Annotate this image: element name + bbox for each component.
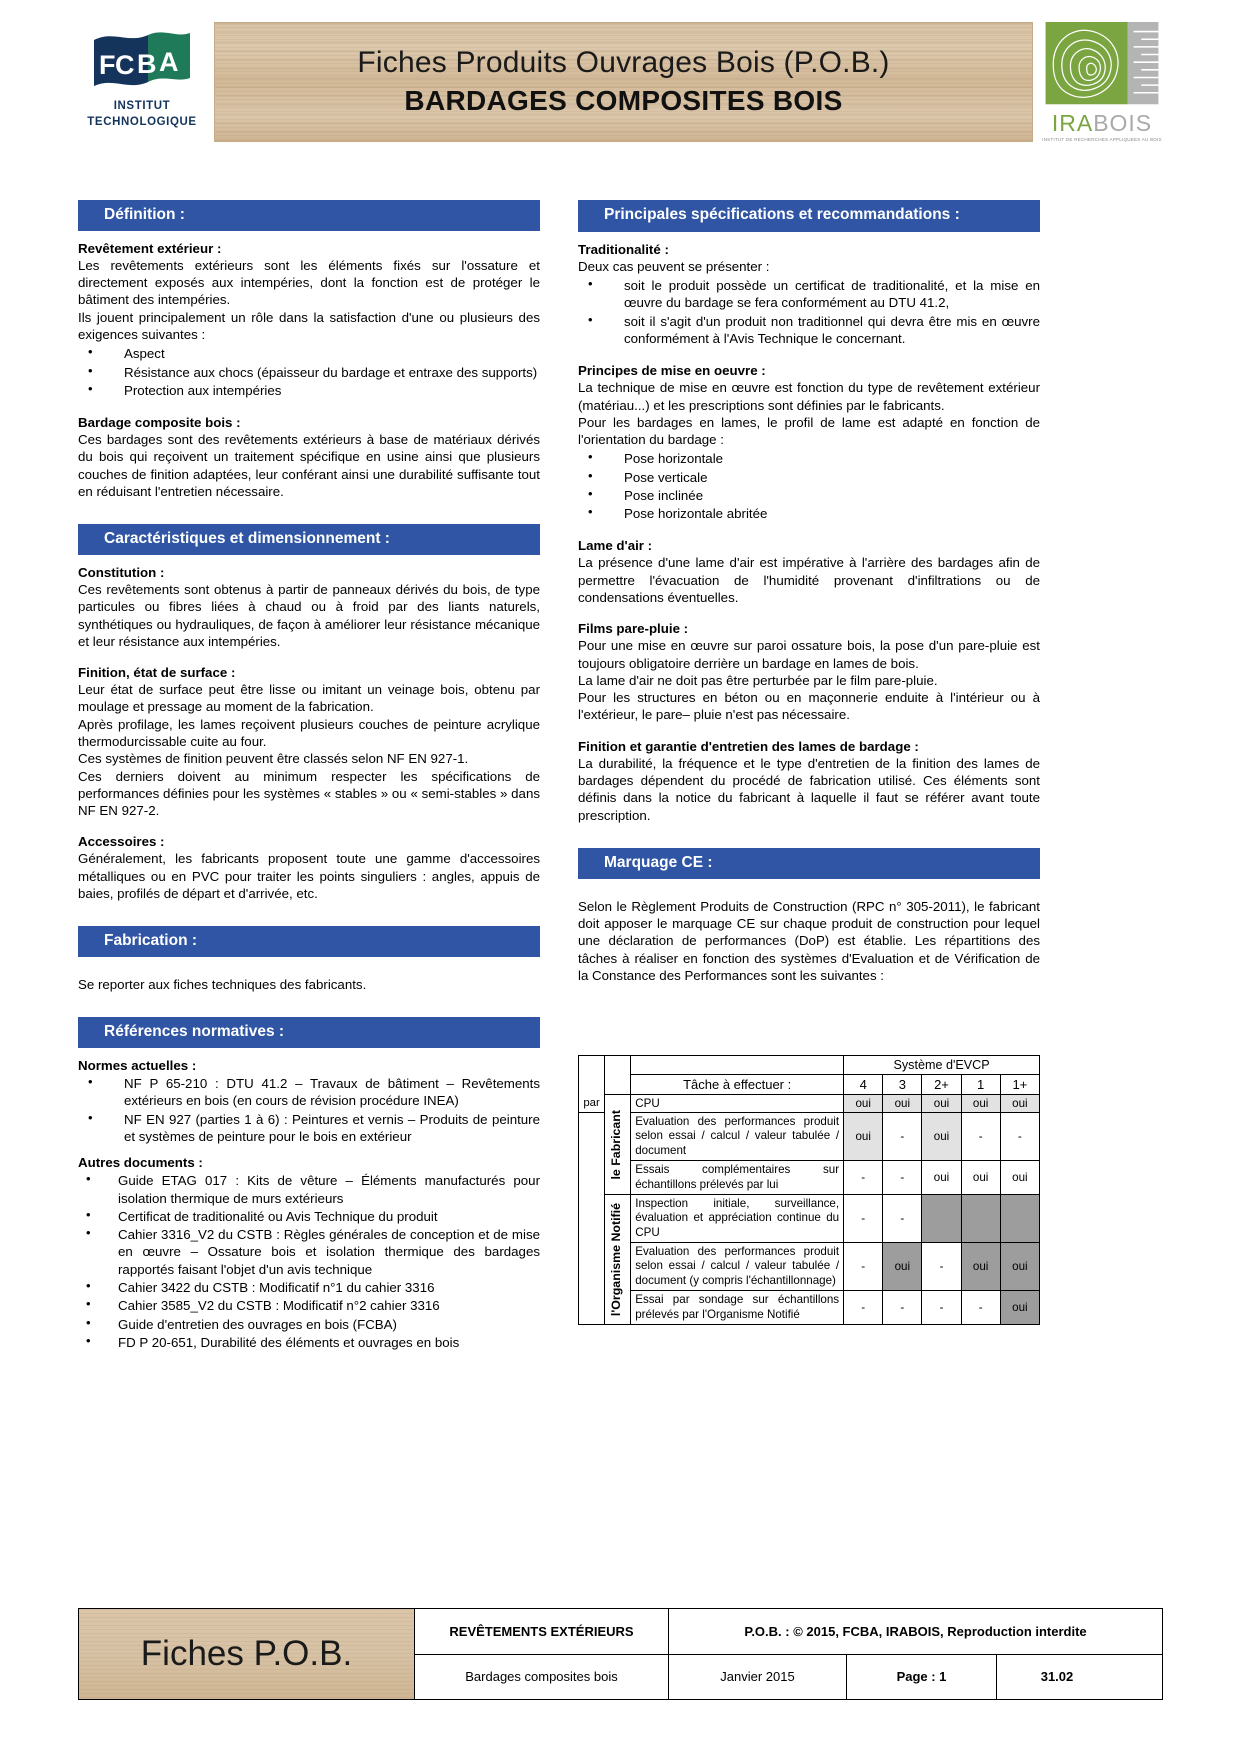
- table-row: [579, 1113, 1040, 1161]
- value-cell: oui: [1000, 1291, 1039, 1325]
- corner-cell-blank-3: [631, 1056, 844, 1075]
- value-cell: -: [883, 1161, 922, 1195]
- spacer: [78, 400, 540, 415]
- right-column: [578, 200, 1040, 984]
- paragraph-finition-4: Ces derniers doivent au minimum respecter les spécifications de performances définies pour les systèmes « stables » ou « semi-stables » dans NF EN 927-2.: [78, 768, 540, 819]
- group-label-fabricant: le Fabricant: [609, 1109, 624, 1180]
- list-item: • Pose horizontale: [578, 450, 1040, 467]
- header-tache-a-effectuer: Tâche à effectuer :: [631, 1075, 844, 1095]
- subheading-finition: Finition, état de surface :: [78, 665, 236, 681]
- paragraph-lame-air: La présence d'une lame d'air est impérative à l'arrière des bardages afin de permettre l'évacuation de l'humidité provenant d'infiltrations ou de condensations éventuelles.: [578, 555, 1040, 606]
- task-cell: Evaluation des performances produit selon essai / calcul / valeur tabulée / document: [631, 1113, 844, 1161]
- spacer: [78, 1146, 540, 1155]
- irabois-logo: [1041, 22, 1163, 142]
- value-cell: -: [883, 1291, 922, 1325]
- section-heading-caracteristiques: Caractéristiques et dimensionnement :: [78, 524, 540, 555]
- value-cell: -: [844, 1194, 883, 1242]
- list-traditionalite: [578, 277, 1040, 347]
- table-row: [579, 1243, 1040, 1291]
- paragraph-finition-3: Ces systèmes de finition peuvent être classés selon NF EN 927-1.: [78, 751, 469, 767]
- paragraph-traditionalite: Deux cas peuvent se présenter :: [578, 258, 770, 274]
- paragraph-fabrication: Se reporter aux fiches techniques des fabricants.: [78, 977, 367, 993]
- value-cell: -: [844, 1243, 883, 1291]
- list-item: • Guide d'entretien des ouvrages en bois (FCBA): [78, 1316, 540, 1333]
- footer-brand-cell: [79, 1609, 415, 1699]
- header-col-4: 4: [844, 1075, 883, 1095]
- value-cell: oui: [961, 1243, 1000, 1291]
- document-title-sub: BARDAGES COMPOSITES BOIS: [404, 84, 843, 116]
- spacer: [78, 902, 540, 926]
- fcba-label-line2: TECHNOLOGIQUE: [87, 115, 197, 128]
- subheading-films-pare-pluie: Films pare-pluie :: [578, 621, 689, 637]
- page-footer: [78, 1608, 1163, 1700]
- task-cell: CPU: [631, 1095, 844, 1113]
- value-cell: -: [883, 1113, 922, 1161]
- evcp-table: [578, 1055, 1040, 1325]
- footer-date: Janvier 2015: [669, 1655, 847, 1700]
- paragraph-films-2: La lame d'air ne doit pas être perturbée par le film pare-pluie.: [578, 672, 938, 688]
- value-cell: oui: [844, 1113, 883, 1161]
- value-cell: -: [1000, 1113, 1039, 1161]
- spacer: [578, 889, 1040, 898]
- spacer: [78, 650, 540, 665]
- value-cell: oui: [844, 1095, 883, 1113]
- footer-row-top: [415, 1609, 1162, 1655]
- value-cell: -: [844, 1291, 883, 1325]
- table-row: [579, 1194, 1040, 1242]
- spacer: [578, 724, 1040, 739]
- subheading-traditionalite: Traditionalité :: [578, 241, 669, 257]
- footer-page-number: Page : 1: [847, 1655, 997, 1700]
- footer-category: REVÊTEMENTS EXTÉRIEURS: [415, 1609, 669, 1654]
- section-heading-specifications: Principales spécifications et recommandations :: [578, 200, 1040, 232]
- evcp-table-container: [578, 1055, 1040, 1325]
- header-col-2p: 2+: [922, 1075, 961, 1095]
- value-cell: [961, 1194, 1000, 1242]
- irabois-word-bois: BOIS: [1093, 110, 1153, 136]
- list-item: • Aspect: [78, 345, 540, 362]
- list-item: • FD P 20-651, Durabilité des éléments et ouvrages en bois: [78, 1334, 540, 1351]
- value-cell: oui: [922, 1113, 961, 1161]
- footer-row-bottom: [415, 1655, 1162, 1700]
- list-item: • Guide ETAG 017 : Kits de vêture – Éléments manufacturés pour isolation thermique de murs extérieurs: [78, 1172, 540, 1207]
- header-col-1: 1: [961, 1075, 1000, 1095]
- list-item: • Pose inclinée: [578, 487, 1040, 504]
- page-header: [78, 22, 1163, 142]
- paragraph-marquage-ce: Selon le Règlement Produits de Construction (RPC n° 305-2011), le fabricant doit apposer le marquage CE sur chaque produit de construction pour lequel une déclaration de performances (DoP) est établie. Les répartitions des tâches à réaliser en fonction des systèmes d'Evaluation et de Vérification de la Constance des Performances sont les suivantes :: [578, 898, 1040, 983]
- section-heading-fabrication: Fabrication :: [78, 926, 540, 957]
- group-label-fabricant-cell: [605, 1095, 631, 1195]
- table-row-header-system: [579, 1056, 1040, 1075]
- corner-cell-blank-1: [579, 1056, 605, 1095]
- fcba-label-line1: INSTITUT: [113, 100, 171, 112]
- group-label-organisme-notifie: l'Organisme Notifié: [609, 1202, 624, 1316]
- footer-product: Bardages composites bois: [415, 1655, 669, 1700]
- list-item: • NF EN 927 (parties 1 à 6) : Peintures et vernis – Produits de peinture et systèmes de peinture pour le bois en extérieur: [78, 1111, 540, 1146]
- spacer: [78, 967, 540, 976]
- task-cell: Evaluation des performances produit selon essai / calcul / valeur tabulée / document (y compris l'échantillonnage): [631, 1243, 844, 1291]
- section-heading-marquage-ce: Marquage CE :: [578, 848, 1040, 879]
- value-cell: oui: [922, 1161, 961, 1195]
- irabois-wordmark: [1052, 112, 1152, 135]
- group-label-organisme-cell: [605, 1194, 631, 1324]
- value-cell: [1000, 1194, 1039, 1242]
- list-poses: [578, 450, 1040, 522]
- value-cell: -: [883, 1194, 922, 1242]
- svg-text:C: C: [115, 50, 135, 80]
- value-cell: -: [922, 1243, 961, 1291]
- list-autres-documents: [78, 1172, 540, 1351]
- spacer: [78, 993, 540, 1017]
- list-item: • soit le produit possède un certificat de traditionalité, et la mise en œuvre du bardage se fera conformément au DTU 41.2,: [578, 277, 1040, 312]
- value-cell: oui: [922, 1095, 961, 1113]
- paragraph-revetement-1: Les revêtements extérieurs sont les éléments fixés sur l'ossature et directement exposés aux intempéries, dont la fonction est de protéger le bâtiment des intempéries.: [78, 257, 540, 308]
- section-heading-definition: Définition :: [78, 200, 540, 231]
- subheading-bardage-composite: Bardage composite bois :: [78, 415, 241, 431]
- value-cell: [922, 1194, 961, 1242]
- spacer: [578, 606, 1040, 621]
- subheading-normes-actuelles: Normes actuelles :: [78, 1058, 197, 1074]
- footer-reference: 31.02: [1040, 1669, 1074, 1685]
- corner-cell-blank-2: [605, 1056, 631, 1095]
- irabois-contour-icon: [1043, 22, 1161, 110]
- list-normes-actuelles: [78, 1075, 540, 1145]
- subheading-revetement: Revêtement extérieur :: [78, 240, 222, 256]
- list-item: • Cahier 3422 du CSTB : Modificatif n°1 du cahier 3316: [78, 1279, 540, 1296]
- list-item: • Pose verticale: [578, 469, 1040, 486]
- value-cell: oui: [961, 1161, 1000, 1195]
- spacer: [578, 348, 1040, 363]
- header-systeme-evcp: Système d'EVCP: [844, 1056, 1040, 1075]
- table-row: [579, 1291, 1040, 1325]
- par-spacer-cell: [579, 1113, 605, 1325]
- value-cell: -: [961, 1113, 1000, 1161]
- list-item: • Certificat de traditionalité ou Avis Technique du produit: [78, 1208, 540, 1225]
- value-cell: oui: [883, 1243, 922, 1291]
- fcba-flag-icon: [88, 30, 196, 92]
- paragraph-films-3: Pour les structures en béton ou en maçonnerie enduite à l'intérieur ou à l'extérieur, le pare– pluie n'est pas nécessaire.: [578, 690, 1040, 723]
- table-row-header-columns: [579, 1075, 1040, 1095]
- svg-text:F: F: [99, 50, 116, 80]
- value-cell: oui: [961, 1095, 1000, 1113]
- spacer: [78, 500, 540, 524]
- spacer: [78, 819, 540, 834]
- paragraph-principes-1: La technique de mise en œuvre est fonction du type de revêtement extérieur (matériau...) et les prescriptions sont définies par le fabricants.: [578, 380, 1040, 413]
- value-cell: oui: [1000, 1243, 1039, 1291]
- value-cell: oui: [883, 1095, 922, 1113]
- value-cell: -: [922, 1291, 961, 1325]
- value-cell: oui: [1000, 1161, 1039, 1195]
- list-item: • soit il s'agit d'un produit non traditionnel qui devra être mis en œuvre conformément à l'Avis Technique le concernant.: [578, 313, 1040, 348]
- footer-brand-label: Fiches P.O.B.: [140, 1634, 353, 1673]
- table-row: [579, 1095, 1040, 1113]
- paragraph-revetement-2: Ils jouent principalement un rôle dans la satisfaction d'une ou plusieurs des exigences suivantes :: [78, 309, 540, 342]
- value-cell: -: [961, 1291, 1000, 1325]
- paragraph-films-1: Pour une mise en œuvre sur paroi ossature bois, la pose d'un pare-pluie est toujours obligatoire derrière un bardage en lames de bois.: [578, 638, 1040, 671]
- list-exigences: [78, 345, 540, 399]
- list-item: • Pose horizontale abritée: [578, 505, 1040, 522]
- table-row: [579, 1161, 1040, 1195]
- task-cell: Essai par sondage sur échantillons prélevés par l'Organisme Notifié: [631, 1291, 844, 1325]
- header-col-3: 3: [883, 1075, 922, 1095]
- paragraph-bardage-composite: Ces bardages sont des revêtements extérieurs à base de matériaux dérivés du bois qui reçoivent un traitement spécifique en usine ainsi que plusieurs couches de finition adaptées, leur conférant ainsi une durabilité suffisante tout en réduisant l'entretien nécessaire.: [78, 432, 540, 499]
- subheading-principes: Principes de mise en oeuvre :: [578, 363, 766, 379]
- fcba-logo: [78, 22, 206, 142]
- paragraph-principes-2: Pour les bardages en lames, le profil de lame est adapté en fonction de l'orientation du bardage :: [578, 414, 1040, 448]
- paragraph-accessoires: Généralement, les fabricants proposent toute une gamme d'accessoires métalliques ou en PVC pour traiter les points singuliers : angles, appuis de baies, profilés de départ et d'arrivée, etc.: [78, 851, 540, 901]
- list-item: • Cahier 3316_V2 du CSTB : Règles générales de conception et de mise en œuvre – Ossature bois et isolation thermique des bardages rapportés faisant l'objet d'un avis technique: [78, 1226, 540, 1278]
- value-cell: oui: [1000, 1095, 1039, 1113]
- paragraph-finition-2: Après profilage, les lames reçoivent plusieurs couches de peinture acrylique thermodurcissable cuite au four.: [78, 716, 540, 749]
- footer-copyright: P.O.B. : © 2015, FCBA, IRABOIS, Reproduction interdite: [744, 1623, 1087, 1639]
- subheading-constitution: Constitution :: [78, 565, 165, 581]
- spacer: [578, 824, 1040, 848]
- document-title-main: Fiches Produits Ouvrages Bois (P.O.B.): [357, 46, 890, 80]
- list-item: • Résistance aux chocs (épaisseur du bardage et entraxe des supports): [78, 364, 540, 381]
- title-banner: [214, 22, 1033, 142]
- subheading-finition-garantie: Finition et garantie d'entretien des lames de bardage :: [578, 738, 919, 754]
- footer-info: [415, 1609, 1162, 1699]
- list-item: • NF P 65-210 : DTU 41.2 – Travaux de bâtiment – Revêtements extérieurs en bois (en cours de révision procédure INEA): [78, 1075, 540, 1110]
- label-par: par: [579, 1095, 605, 1113]
- left-column: [78, 200, 540, 1352]
- svg-text:A: A: [159, 47, 179, 77]
- irabois-word-ira: IRA: [1051, 110, 1094, 136]
- task-cell: Essais complémentaires sur échantillons prélevés par lui: [631, 1161, 844, 1195]
- header-col-1p: 1+: [1000, 1075, 1039, 1095]
- spacer: [578, 523, 1040, 538]
- svg-text:B: B: [137, 49, 157, 79]
- value-cell: -: [844, 1161, 883, 1195]
- paragraph-constitution: Ces revêtements sont obtenus à partir de panneaux dérivés du bois, de type particules ou fibres liées à chaud ou à froid par des liants naturels, synthétiques ou hydrauliques, de façon à améliorer leur résistance mécanique et leur résistance aux intempéries.: [78, 582, 540, 649]
- irabois-tagline: INSTITUT DE RECHERCHES APPLIQUEES AU BOIS: [1042, 137, 1162, 142]
- paragraph-finition-garantie: La durabilité, la fréquence et le type d'entretien de la finition des lames de bardages dépendent du procédé de fabrication utilisé. Ces éléments sont définis dans la notice du fabricant à laquelle il faut se référer avant toute prescription.: [578, 755, 1040, 823]
- fcba-institute-label: [87, 99, 196, 130]
- subheading-accessoires: Accessoires :: [78, 834, 165, 850]
- list-item: • Cahier 3585_V2 du CSTB : Modificatif n°2 cahier 3316: [78, 1297, 540, 1314]
- task-cell: Inspection initiale, surveillance, évaluation et appréciation continue du CPU: [631, 1194, 844, 1242]
- section-heading-references: Références normatives :: [78, 1017, 540, 1048]
- subheading-lame-air: Lame d'air :: [578, 538, 653, 554]
- subheading-autres-documents: Autres documents :: [78, 1155, 203, 1171]
- list-item: • Protection aux intempéries: [78, 382, 540, 399]
- paragraph-finition-1: Leur état de surface peut être lisse ou imitant un veinage bois, obtenu par moulage et pressage au moment de la fabrication.: [78, 682, 540, 715]
